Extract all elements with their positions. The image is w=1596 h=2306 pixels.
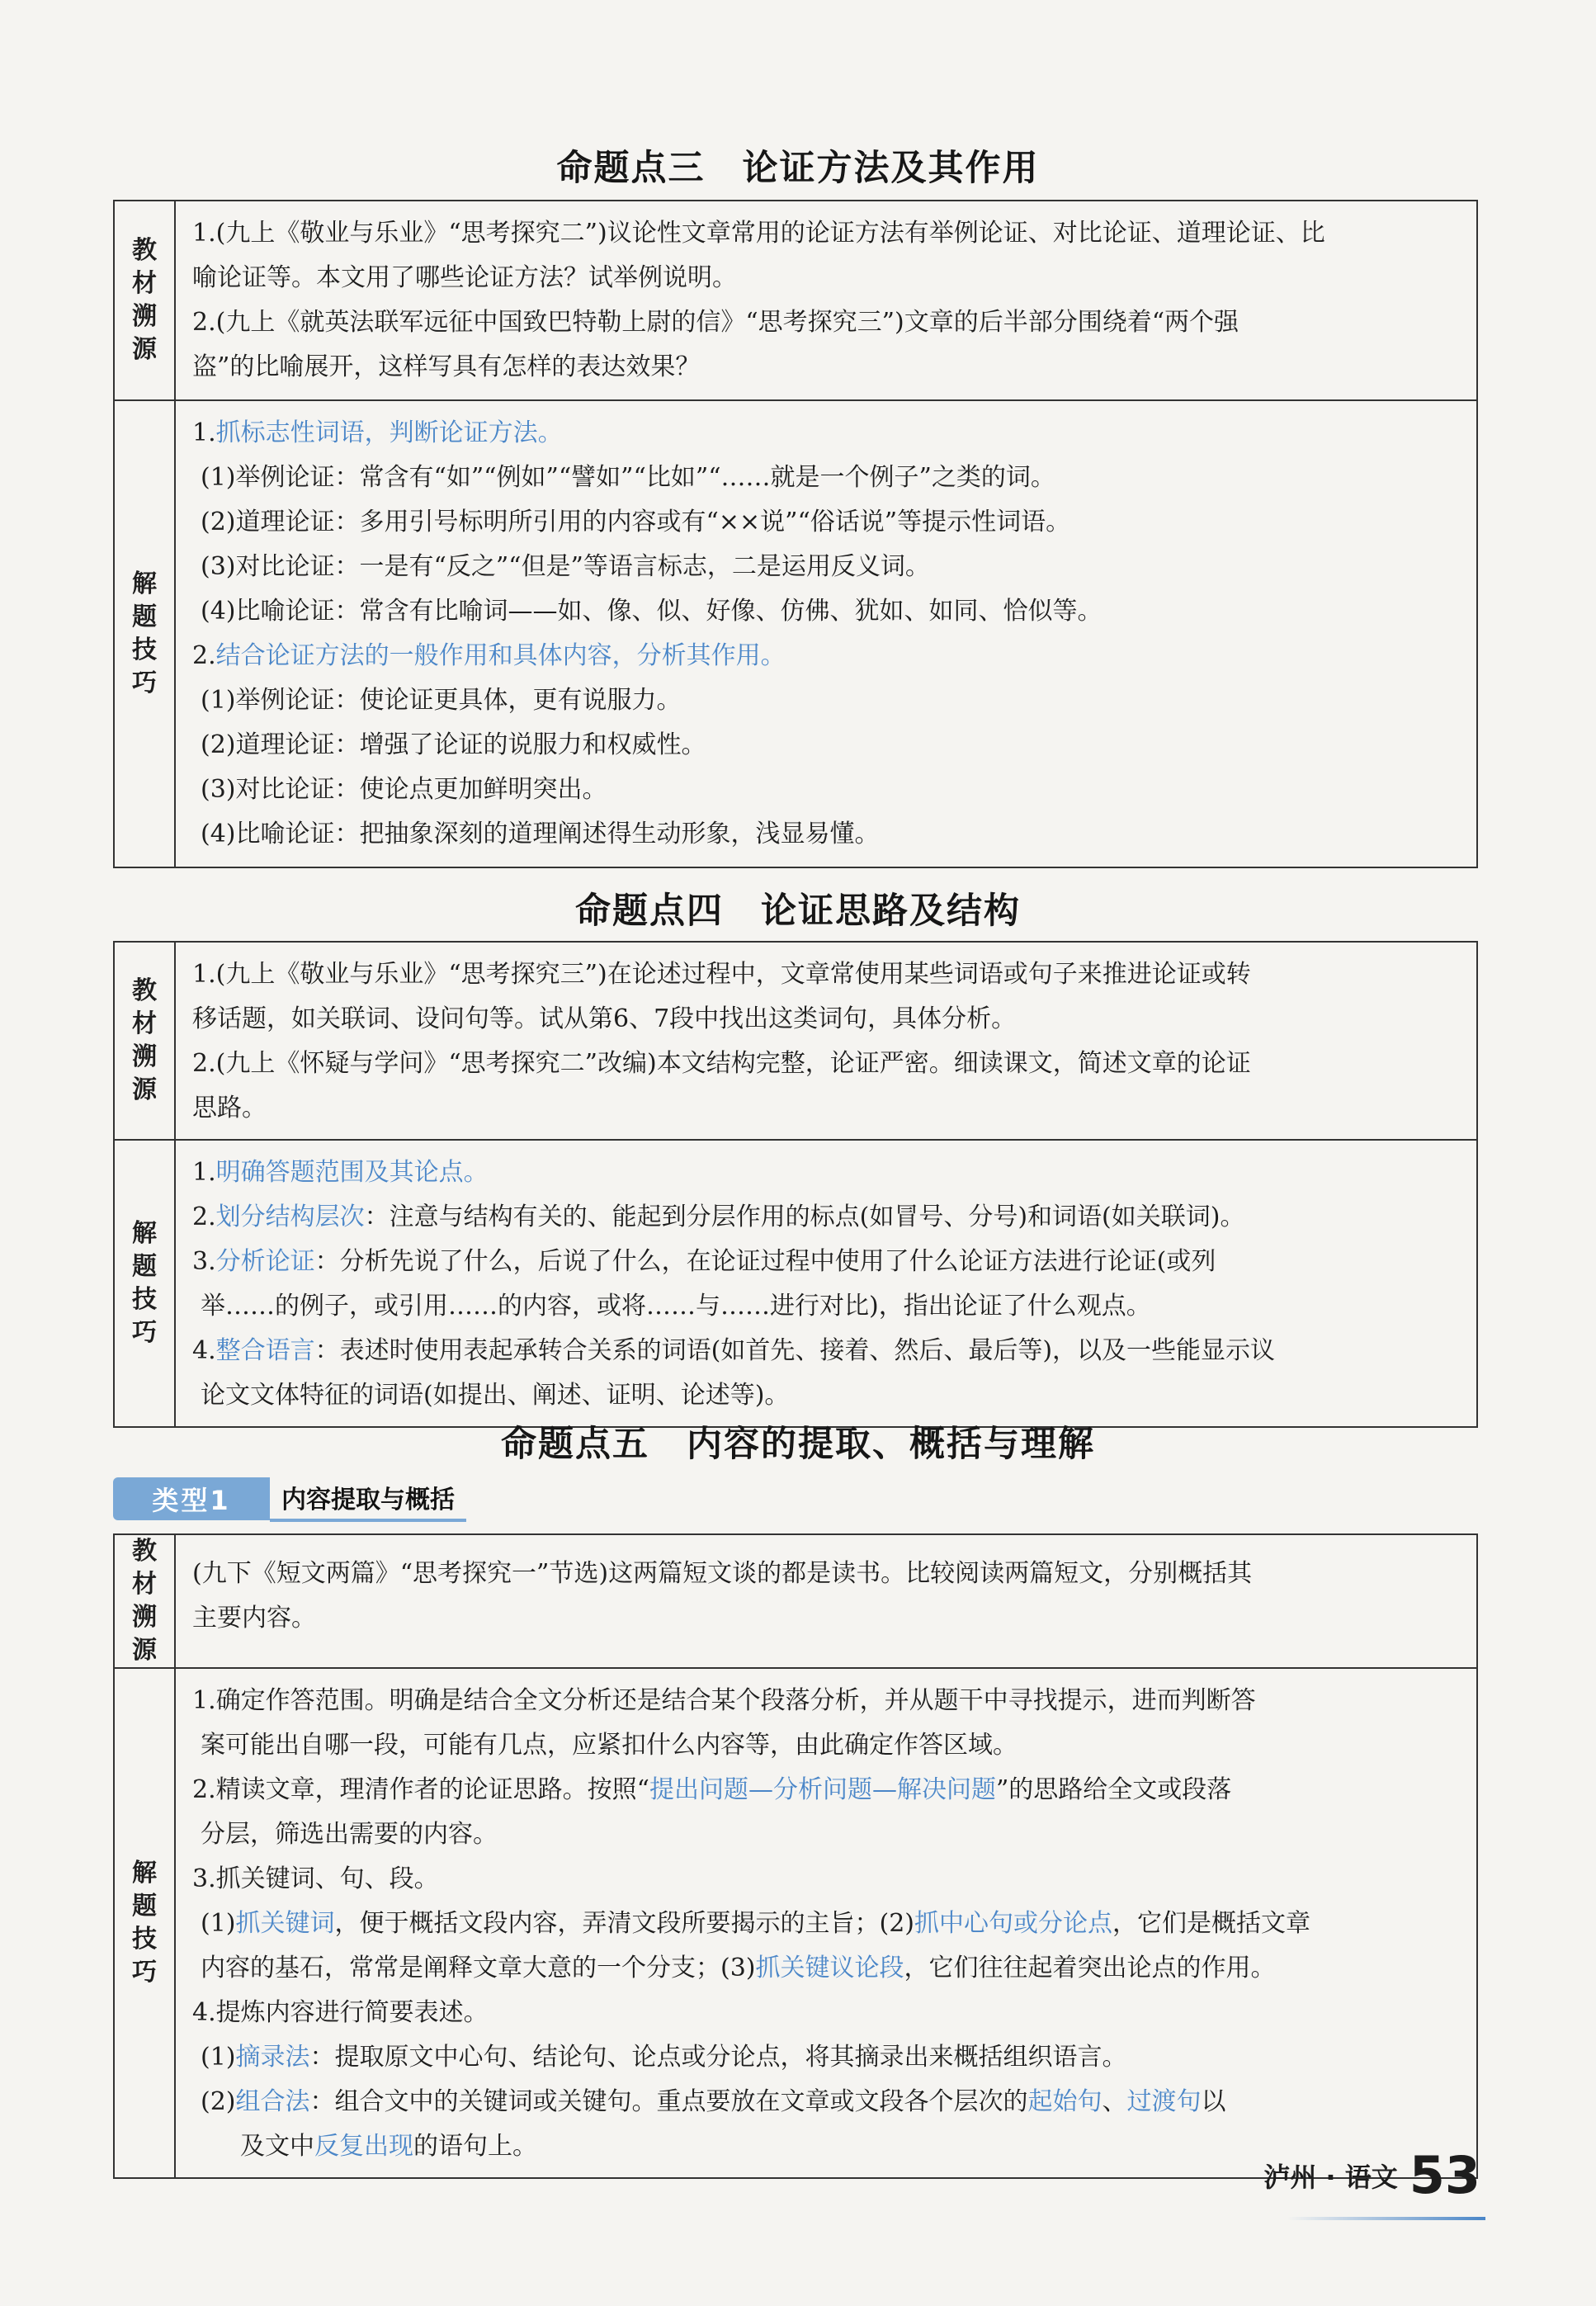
text-line: (4)比喻论证：常含有比喻词——如、像、似、好像、仿佛、犹如、如同、恰似等。 [201,597,1103,626]
text-line: (3)对比论证：使论点更加鲜明突出。 [201,775,607,804]
text-line: (3)对比论证：一是有“反之”“但是”等语言标志，二是运用反义词。 [201,552,930,581]
section-table [113,1533,1478,2179]
tips-content [175,1668,1477,2178]
footer-decor-line [1287,2217,1485,2220]
text-line: (2)组合法：组合文中的关键词或关键句。重点要放在文章或文段各个层次的起始句、过渡句以 [201,2087,1226,2116]
text-line: 4.提炼内容进行简要表述。 [192,1998,489,2027]
text-line: 1.(九上《敬业与乐业》“思考探究二”)议论性文章常用的论证方法有举例论证、对比论证、道理论证、比 [192,219,1325,248]
text-line: 盗”的比喻展开，这样写具有怎样的表达效果？ [192,352,701,381]
text-line: 分层，筛选出需要的内容。 [201,1820,498,1849]
text-line: (九下《短文两篇》“思考探究一”节选)这两篇短文谈的都是读书。比较阅读两篇短文，分别概括其 [192,1559,1253,1588]
text-line: (2)道理论证：增强了论证的说服力和权威性。 [201,730,706,759]
text-line: 1.抓标志性词语，判断论证方法。 [192,418,563,447]
text-line: 主要内容。 [192,1604,316,1633]
text-line: 内容的基石，常常是阐释文章大意的一个分支；(3)抓关键议论段，它们往往起着突出论点的作用。 [201,1954,1276,1982]
tips-content [175,1140,1477,1427]
source-label: 教 材 溯 源 [114,1534,175,1668]
section-title: 命题点四 论证思路及结构 [575,891,1021,932]
text-line: 4.整合语言：表述时使用表起承转合关系的词语(如首先、接着、然后、最后等)，以及一些能显示议 [192,1336,1276,1365]
text-line: (1)举例论证：使论证更具体，更有说服力。 [201,686,682,715]
text-line: 喻论证等。本文用了哪些论证方法？试举例说明。 [192,263,737,292]
source-content [175,1534,1477,1668]
text-line: 2.(九上《就英法联军远征中国致巴特勒上尉的信》“思考探究三”)文章的后半部分围绕着“两个强 [192,308,1239,337]
tips-label: 解 题 技 巧 [114,1140,175,1427]
text-line: 及文中反复出现的语句上。 [240,2132,537,2161]
text-line: (1)举例论证：常含有“如”“例如”“譬如”“比如”“……就是一个例子”之类的词。 [201,463,1055,492]
text-line: 举……的例子，或引用……的内容，或将……与……进行对比)，指出论证了什么观点。 [201,1292,1151,1321]
text-line: (4)比喻论证：把抽象深刻的道理阐述得生动形象，浅显易懂。 [201,820,880,848]
tips-label: 解 题 技 巧 [114,400,175,867]
text-line: 1.确定作答范围。明确是结合全文分析还是结合某个段落分析，并从题干中寻找提示，进而判断答 [192,1686,1256,1715]
page-number: 53 [1409,2145,1480,2205]
text-line: 3.分析论证：分析先说了什么，后说了什么，在论证过程中使用了什么论证方法进行论证(或列 [192,1247,1216,1276]
page-footer [1263,2145,1480,2205]
text-line: (1)摘录法：提取原文中心句、结论句、论点或分论点，将其摘录出来概括组织语言。 [201,2043,1127,2072]
type-badge: 类型1 [113,1477,270,1520]
section-table [113,941,1478,1428]
text-line: (2)道理论证：多用引号标明所引用的内容或有“××说”“俗话说”等提示性词语。 [201,508,1071,536]
type-title: 内容提取与概括 [270,1476,466,1522]
source-content [175,942,1477,1140]
source-label: 教 材 溯 源 [114,942,175,1140]
text-line: 案可能出自哪一段，可能有几点，应紧扣什么内容等，由此确定作答区域。 [201,1731,1018,1760]
text-line: 2.(九上《怀疑与学问》“思考探究二”改编)本文结构完整，论证严密。细读课文，简述文章的论证 [192,1049,1251,1078]
text-line: 论文文体特征的词语(如提出、阐述、证明、论述等)。 [201,1381,790,1410]
text-line: 移话题，如关联词、设问句等。试从第6、7段中找出这类词句，具体分析。 [192,1004,1017,1033]
section-table [113,200,1478,868]
text-line: 思路。 [192,1094,267,1122]
region-subject-label: 泸州 · 语文 [1263,2162,1398,2193]
tips-content [175,400,1477,867]
section-title: 命题点五 内容的提取、概括与理解 [501,1424,1095,1465]
text-line: 1.明确答题范围及其论点。 [192,1158,489,1187]
text-line: (1)抓关键词，便于概括文段内容，弄清文段所要揭示的主旨；(2)抓中心句或分论点，它们是概括文章 [201,1909,1310,1938]
text-line: 2.精读文章，理清作者的论证思路。按照“提出问题—分析问题—解决问题”的思路给全文或段落 [192,1775,1232,1804]
source-label: 教 材 溯 源 [114,201,175,400]
section-title: 命题点三 论证方法及其作用 [556,148,1040,189]
text-line: 3.抓关键词、句、段。 [192,1864,439,1893]
source-content [175,201,1477,400]
text-line: 2.划分结构层次：注意与结构有关的、能起到分层作用的标点(如冒号、分号)和词语(如关联词)。 [192,1203,1245,1231]
text-line: 1.(九上《敬业与乐业》“思考探究三”)在论述过程中，文章常使用某些词语或句子来推进论证或转 [192,960,1251,989]
type-tag [113,1476,466,1522]
text-line: 2.结合论证方法的一般作用和具体内容，分析其作用。 [192,641,786,670]
tips-label: 解 题 技 巧 [114,1668,175,2178]
